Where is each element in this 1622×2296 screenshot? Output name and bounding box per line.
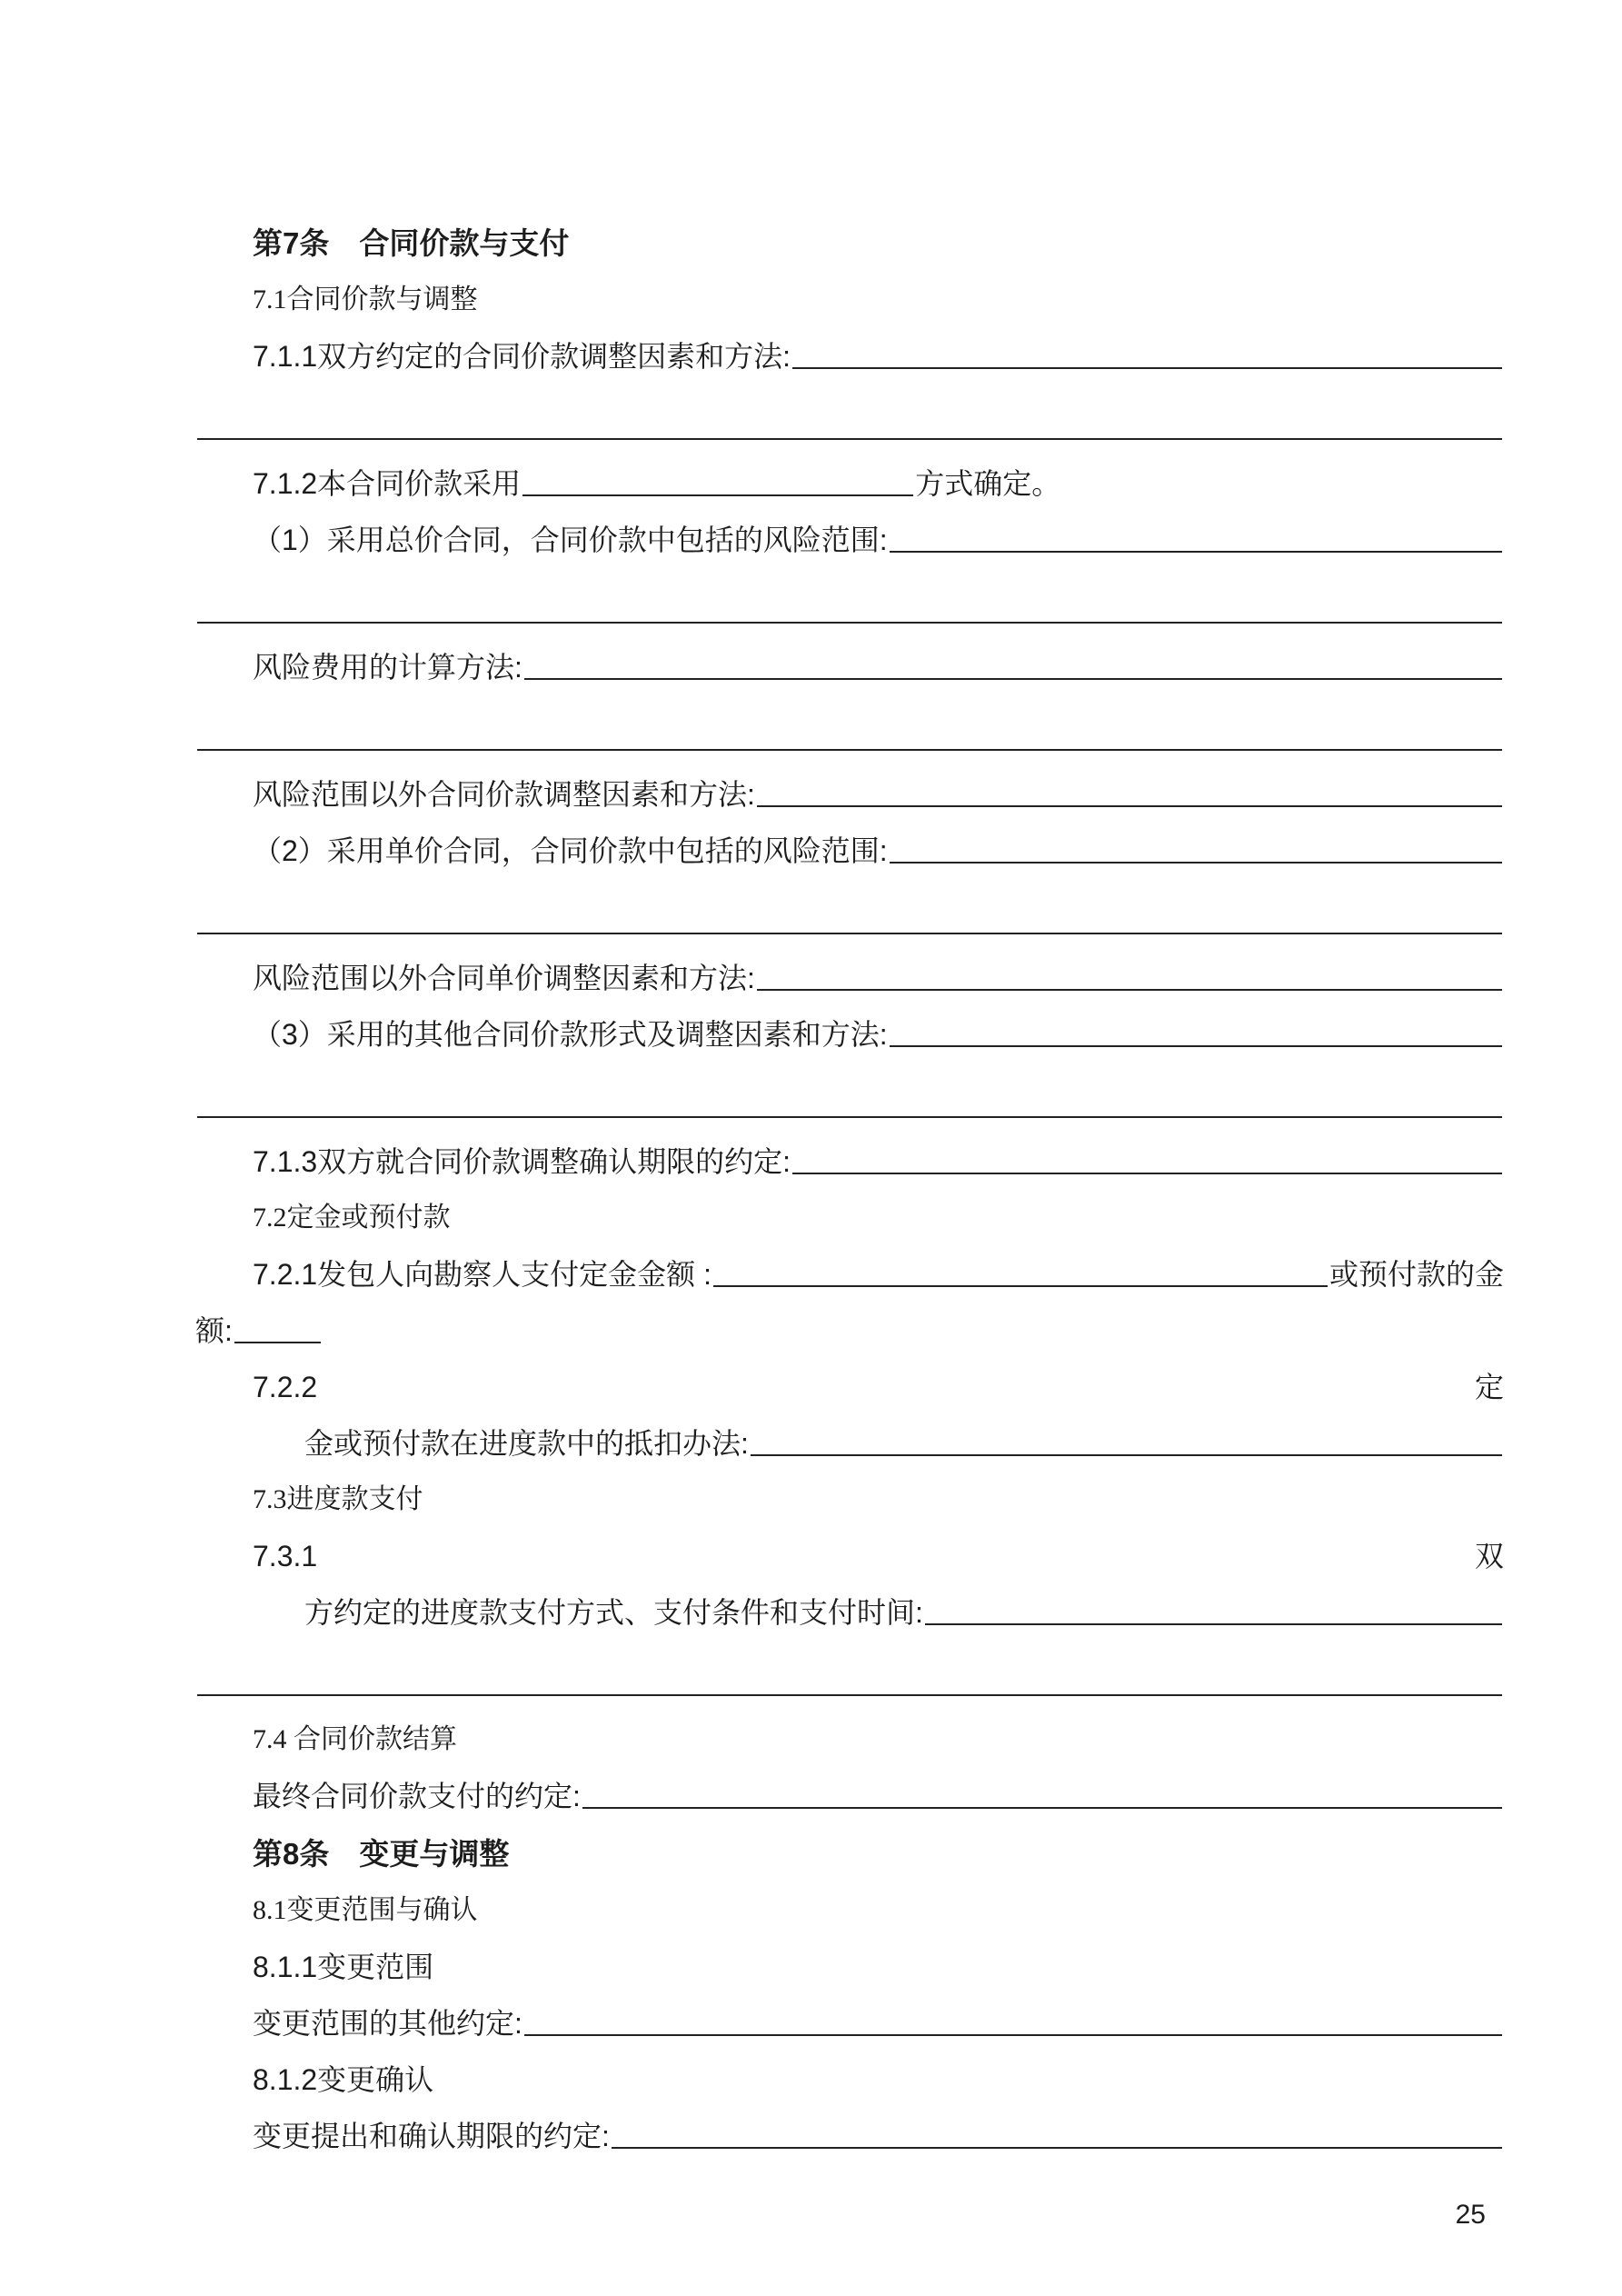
clause-text: （2）采用单价合同，合同价款中包括的风险范围: bbox=[253, 834, 888, 867]
subheading-text: 8.1变更范围与确认 bbox=[253, 1895, 478, 1925]
justified-overflow-char: 双 bbox=[1474, 1540, 1504, 1572]
clause-text: 7.2.1发包人向勘察人支付定金金额 : bbox=[253, 1258, 711, 1291]
blank-underline bbox=[234, 1342, 321, 1343]
blank-fill-line bbox=[195, 1054, 1504, 1125]
clause-text: （1）采用总价合同，合同价款中包括的风险范围: bbox=[253, 524, 888, 556]
change-scope-other-line bbox=[195, 1987, 1504, 2043]
clause-text: 方约定的进度款支付方式、支付条件和支付时间: bbox=[304, 1596, 923, 1629]
justified-overflow-char: 定 bbox=[1474, 1371, 1504, 1403]
clause-8-1-subheading bbox=[195, 1874, 1504, 1931]
clause-7-1-subheading bbox=[195, 264, 1504, 320]
blank-underline bbox=[612, 2147, 1502, 2149]
blank-underline bbox=[197, 622, 1502, 624]
beyond-risk-unit-price-line bbox=[195, 942, 1504, 998]
blank-underline bbox=[197, 438, 1502, 440]
page-number: 25 bbox=[1455, 2200, 1486, 2230]
blank-fill-line bbox=[195, 687, 1504, 758]
blank-underline bbox=[713, 1285, 1328, 1287]
clause-7-heading bbox=[195, 205, 1504, 264]
item-1-total-price-line bbox=[195, 504, 1504, 560]
subheading-text: 7.1合同价款与调整 bbox=[253, 285, 478, 314]
change-confirm-period-line bbox=[195, 2100, 1504, 2156]
clause-7-2-subheading bbox=[195, 1182, 1504, 1238]
clause-8-heading bbox=[195, 1816, 1504, 1874]
blank-underline bbox=[197, 933, 1502, 934]
clause-number: 7.3.1 bbox=[253, 1540, 318, 1572]
blank-fill-line bbox=[195, 1632, 1504, 1703]
clause-text: 额: bbox=[195, 1314, 233, 1347]
clause-text: 风险范围以外合同价款调整因素和方法: bbox=[253, 778, 755, 811]
blank-underline bbox=[522, 494, 913, 496]
clause-text: 7.1.2本合同价款采用 bbox=[253, 467, 522, 500]
clause-7-3-1-continuation bbox=[195, 1576, 1504, 1632]
blank-underline bbox=[751, 1454, 1502, 1456]
blank-underline bbox=[890, 1045, 1502, 1047]
clause-suffix-text: 方式确定。 bbox=[915, 467, 1061, 500]
blank-underline bbox=[524, 2034, 1502, 2036]
blank-underline bbox=[925, 1623, 1502, 1625]
clause-7-3-1-line bbox=[195, 1520, 1504, 1576]
blank-fill-line bbox=[195, 376, 1504, 447]
blank-underline bbox=[197, 1694, 1502, 1696]
blank-underline bbox=[757, 805, 1502, 807]
clause-text: 变更提出和确认期限的约定: bbox=[253, 2120, 610, 2152]
blank-underline bbox=[792, 367, 1502, 369]
subheading-text: 7.4 合同价款结算 bbox=[253, 1724, 457, 1754]
heading-text: 第8条 变更与调整 bbox=[253, 1837, 510, 1871]
blank-fill-line bbox=[195, 560, 1504, 631]
clause-7-1-1-line bbox=[195, 320, 1504, 376]
blank-underline bbox=[792, 1173, 1502, 1174]
clause-text: 金或预付款在进度款中的抵扣办法: bbox=[304, 1427, 749, 1460]
clause-8-1-2-line bbox=[195, 2043, 1504, 2100]
risk-fee-method-line bbox=[195, 631, 1504, 687]
blank-fill-line bbox=[195, 871, 1504, 942]
clause-suffix-text: 或预付款的金 bbox=[1328, 1258, 1504, 1291]
clause-text: 风险费用的计算方法: bbox=[253, 651, 522, 684]
clause-text: 最终合同价款支付的约定: bbox=[253, 1780, 581, 1812]
clause-7-4-subheading bbox=[195, 1703, 1504, 1760]
blank-underline bbox=[582, 1807, 1502, 1809]
clause-7-2-2-continuation bbox=[195, 1407, 1504, 1463]
clause-text: 8.1.1变更范围 bbox=[253, 1951, 434, 1983]
wrapped-amount-line bbox=[195, 1294, 1504, 1351]
subheading-text: 7.2定金或预付款 bbox=[253, 1203, 451, 1233]
blank-underline bbox=[524, 678, 1502, 680]
blank-underline bbox=[890, 551, 1502, 553]
clause-7-1-3-line bbox=[195, 1125, 1504, 1182]
clause-text: 8.1.2变更确认 bbox=[253, 2063, 434, 2096]
clause-8-1-1-line bbox=[195, 1931, 1504, 1987]
clause-7-2-2-line bbox=[195, 1351, 1504, 1407]
clause-7-1-2-line bbox=[195, 447, 1504, 504]
clause-text: （3）采用的其他合同价款形式及调整因素和方法: bbox=[253, 1018, 888, 1051]
heading-text: 第7条 合同价款与支付 bbox=[253, 226, 570, 260]
clause-text: 7.1.1双方约定的合同价款调整因素和方法: bbox=[253, 340, 791, 373]
clause-7-2-1-line bbox=[195, 1238, 1504, 1294]
clause-7-3-subheading bbox=[195, 1463, 1504, 1520]
clause-number: 7.2.2 bbox=[253, 1371, 318, 1403]
item-2-unit-price-line bbox=[195, 814, 1504, 871]
blank-underline bbox=[197, 1116, 1502, 1118]
blank-underline bbox=[890, 862, 1502, 863]
blank-underline bbox=[757, 989, 1502, 991]
clause-text: 风险范围以外合同单价调整因素和方法: bbox=[253, 962, 755, 994]
subheading-text: 7.3进度款支付 bbox=[253, 1484, 423, 1514]
item-3-other-price-forms-line bbox=[195, 998, 1504, 1054]
beyond-risk-price-adjust-line bbox=[195, 758, 1504, 814]
clause-text: 变更范围的其他约定: bbox=[253, 2007, 522, 2040]
blank-underline bbox=[197, 749, 1502, 751]
clause-text: 7.1.3双方就合同价款调整确认期限的约定: bbox=[253, 1145, 791, 1178]
final-payment-line bbox=[195, 1760, 1504, 1816]
